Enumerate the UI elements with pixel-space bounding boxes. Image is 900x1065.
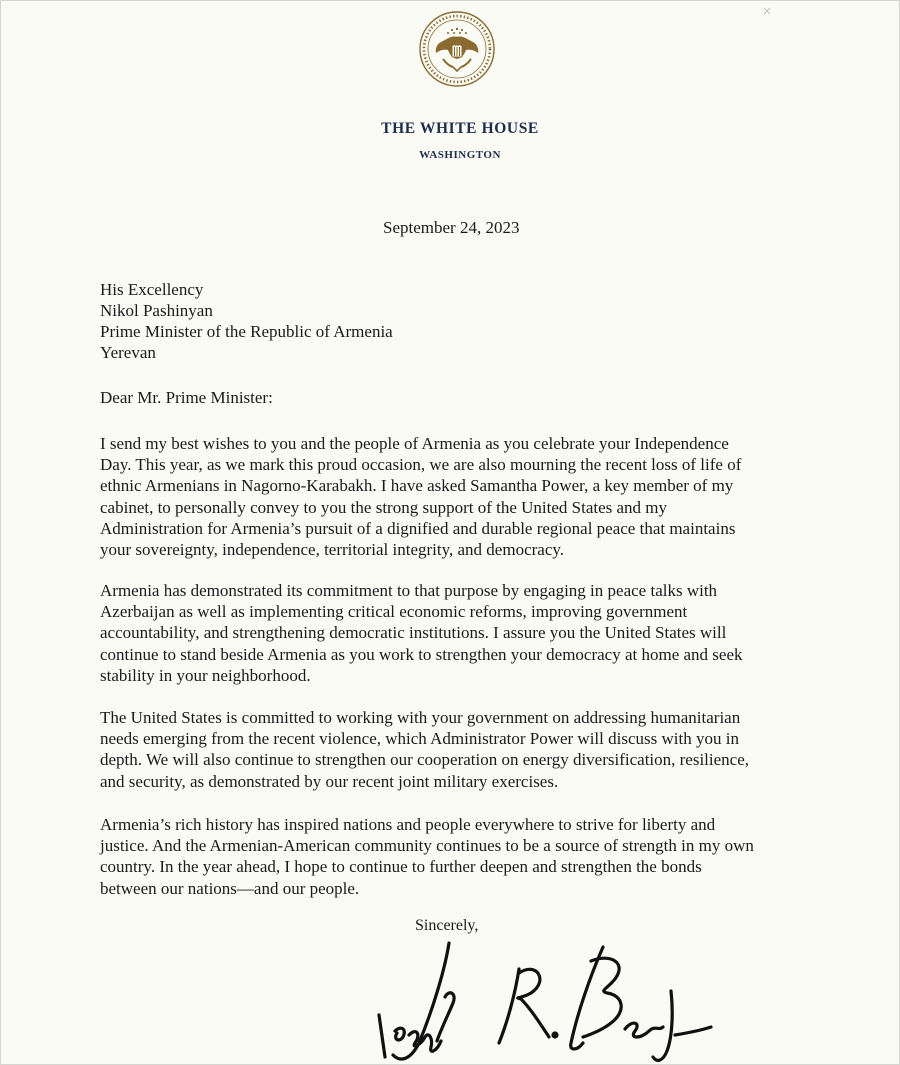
paragraph-line: your sovereignty, independence, territorial integrity, and democracy. [100, 540, 565, 560]
recipient-line: Prime Minister of the Republic of Armenia [100, 322, 393, 341]
body-paragraph-2 [100, 580, 820, 686]
paragraph-line: stability in your neighborhood. [100, 665, 311, 685]
letter-date: September 24, 2023 [383, 218, 520, 237]
letterhead-organization: THE WHITE HOUSE [381, 120, 539, 137]
paragraph-line: country. In the year ahead, I hope to continue to further deepen and strengthen the bonds [100, 857, 702, 877]
paragraph-line: Day. This year, as we mark this proud occasion, we are also mourning the recent loss of life of [100, 455, 742, 475]
recipient-line: Yerevan [100, 343, 156, 362]
paragraph-line: I send my best wishes to you and the people of Armenia as you celebrate your Independence [100, 434, 729, 453]
paragraph-line: justice. And the Armenian-American community continues to be a source of strength in my own [100, 836, 754, 856]
body-paragraph-4 [100, 814, 820, 899]
body-paragraph-3 [100, 707, 820, 792]
recipient-line: Nikol Pashinyan [100, 301, 213, 320]
paragraph-line: needs emerging from the recent violence, which Administrator Power will discuss with you in [100, 729, 739, 749]
paragraph-line: accountability, and strengthening democratic institutions. I assure you the United States will [100, 623, 727, 643]
paragraph-line: The United States is committed to working with your government on addressing humanitarian [100, 708, 741, 727]
presidential-seal-icon [417, 9, 497, 89]
paragraph-line: Armenia has demonstrated its commitment to that purpose by engaging in peace talks with [100, 581, 718, 600]
paragraph-line: cabinet, to personally convey to you the strong support of the United States and my [100, 497, 668, 517]
paragraph-line: depth. We will also continue to strengthen our cooperation on energy diversification, resilience, [100, 750, 750, 770]
paragraph-line: ethnic Armenians in Nagorno-Karabakh. I have asked Samantha Power, a key member of my [100, 476, 734, 496]
closing: Sincerely, [415, 917, 479, 934]
paragraph-line: Administration for Armenia’s pursuit of a dignified and durable regional peace that maintains [100, 518, 736, 538]
paragraph-line: between our nations—and our people. [100, 878, 360, 898]
salutation: Dear Mr. Prime Minister: [100, 388, 273, 407]
recipient-line: His Excellency [100, 280, 204, 299]
body-paragraph-1 [100, 433, 820, 560]
scan-mark-icon [763, 7, 771, 15]
paragraph-line: Armenia’s rich history has inspired nations and people everywhere to strive for liberty and [100, 815, 716, 834]
paragraph-line: and security, as demonstrated by our recent joint military exercises. [100, 771, 559, 791]
handwritten-signature-icon [371, 939, 721, 1064]
paragraph-line: continue to stand beside Armenia as you work to strengthen your democracy at home and seek [100, 644, 743, 664]
recipient-address [100, 279, 393, 363]
paragraph-line: Azerbaijan as well as implementing critical economic reforms, improving government [100, 602, 688, 622]
letterhead-location: WASHINGTON [419, 149, 501, 161]
